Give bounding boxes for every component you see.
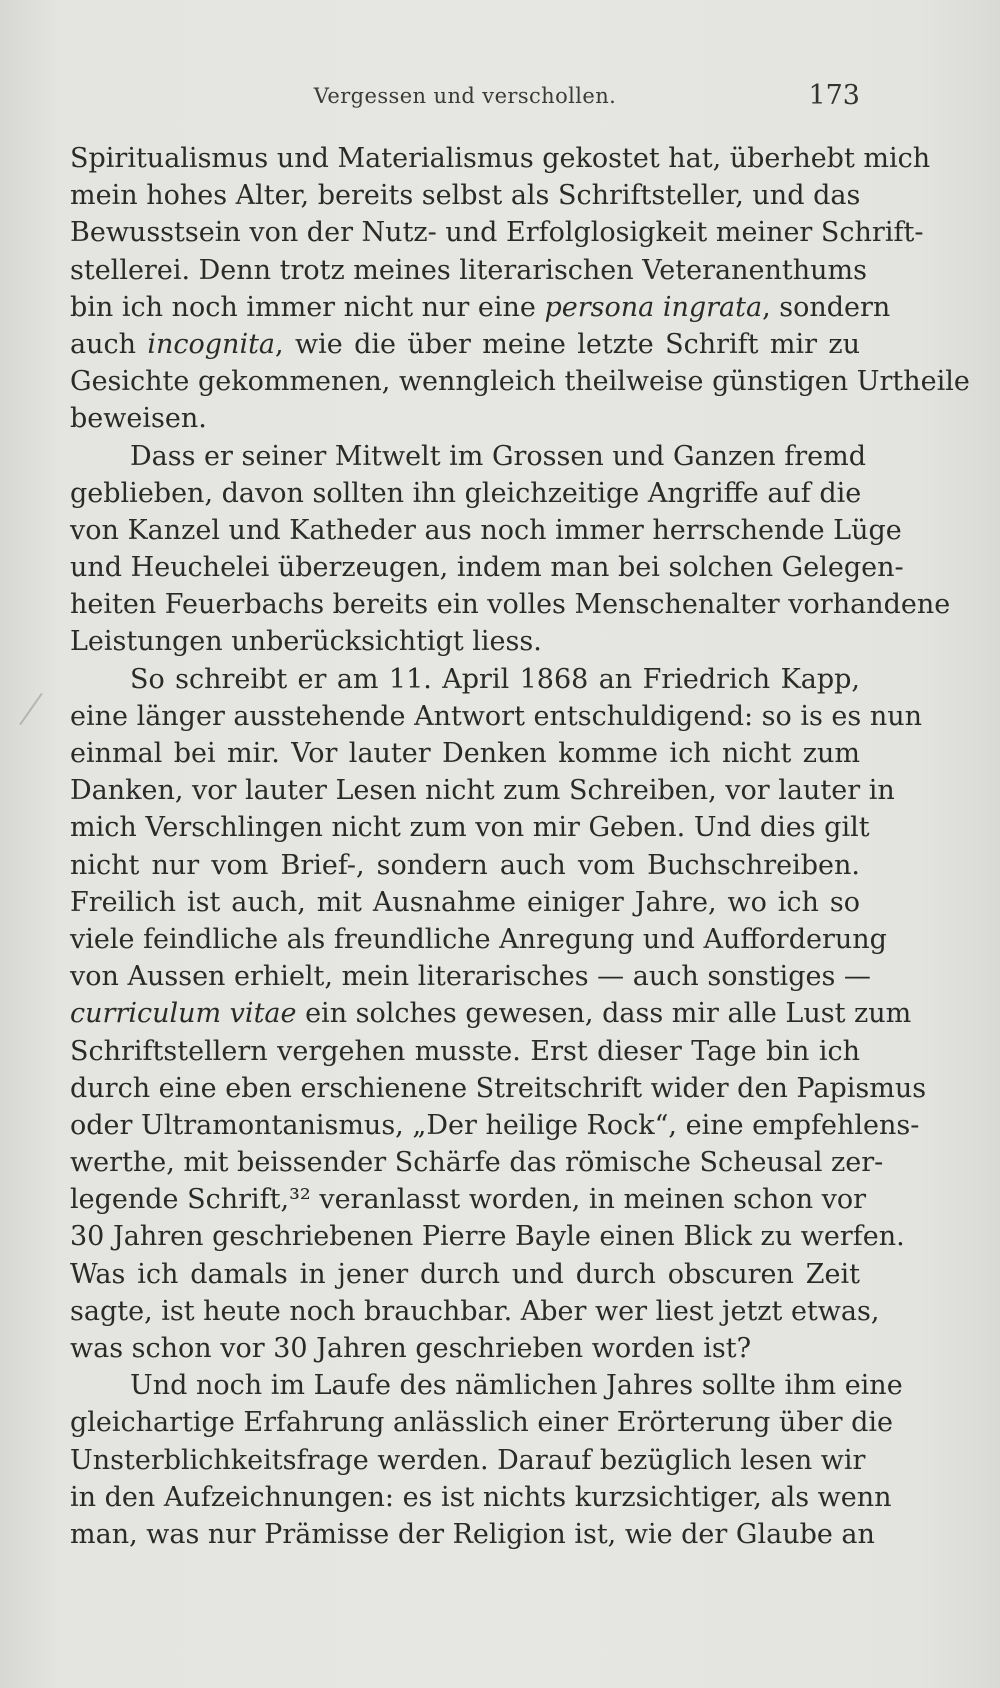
running-title: Vergessen und verschollen. (313, 84, 617, 108)
italic-phrase: incognita (147, 328, 276, 360)
page-number: 173 (808, 80, 860, 111)
text-line: nicht nur vom Brief-, sondern auch vom Buchschreiben. (70, 849, 860, 881)
text-line: stellerei. Denn trotz meines literarischen Veteranenthums (70, 254, 867, 286)
text-line: mein hohes Alter, bereits selbst als Schriftsteller, und das (70, 180, 861, 212)
text-line: geblieben, davon sollten ihn gleichzeitige Angriffe auf die (70, 477, 862, 509)
margin-pencil-mark (19, 693, 42, 725)
paragraph (70, 438, 951, 661)
text-line: Und noch im Laufe des nämlichen Jahres sollte ihm eine (130, 1370, 903, 1402)
text-line: Unsterblichkeitsfrage werden. Darauf bezüglich lesen wir (70, 1444, 866, 1476)
text-line: und Heuchelei überzeugen, indem man bei solchen Gelegen- (70, 552, 904, 584)
text-line: viele feindliche als freundliche Anregung und Aufforderung (70, 923, 887, 955)
text-line: Bewusstsein von der Nutz- und Erfolglosigkeit meiner Schrift- (70, 217, 924, 249)
text-line: 30 Jahren geschriebenen Pierre Bayle einen Blick zu werfen. (70, 1221, 905, 1253)
text-line: sagte, ist heute noch brauchbar. Aber wer liest jetzt etwas, (70, 1295, 880, 1327)
text-line: beweisen. (70, 403, 207, 435)
text-line: Danken, vor lauter Lesen nicht zum Schreiben, vor lauter in (70, 775, 895, 807)
text-line: auch incognita, wie die über meine letzte Schrift mir zu (70, 328, 860, 360)
text-line: Dass er seiner Mitwelt im Grossen und Ganzen fremd (130, 440, 866, 472)
text-line: man, was nur Prämisse der Religion ist, wie der Glaube an (70, 1518, 875, 1550)
italic-phrase: persona ingrata (544, 291, 763, 323)
text-line: curriculum vitae ein solches gewesen, dass mir alle Lust zum (70, 998, 912, 1030)
text-line: eine länger ausstehende Antwort entschuldigend: so is es nun (70, 700, 923, 732)
text-line: Schriftstellern vergehen musste. Erst dieser Tage bin ich (70, 1035, 860, 1067)
text-line: oder Ultramontanismus, „Der heilige Rock“, eine empfehlens- (70, 1109, 920, 1141)
text-line: So schreibt er am 11. April 1868 an Friedrich Kapp, (130, 663, 860, 695)
paragraph (70, 1367, 903, 1553)
text-line: mich Verschlingen nicht zum von mir Geben. Und dies gilt (70, 812, 870, 844)
text-line: einmal bei mir. Vor lauter Denken komme ich nicht zum (70, 738, 860, 769)
text-line: gleichartige Erfahrung anlässlich einer Erörterung über die (70, 1407, 893, 1439)
text-line: in den Aufzeichnungen: es ist nichts kurzsichtiger, als wenn (70, 1481, 892, 1513)
page-header (70, 78, 860, 118)
italic-phrase: curriculum vitae (70, 998, 297, 1030)
body-text (70, 140, 970, 1553)
text-line: Freilich ist auch, mit Ausnahme einiger Jahre, wo ich so (70, 886, 860, 918)
text-line: Spiritualismus und Materialismus gekostet hat, überhebt mich (70, 143, 931, 174)
text-line: von Kanzel und Katheder aus noch immer herrschende Lüge (70, 514, 902, 546)
text-line: Was ich damals in jener durch und durch obscuren Zeit (70, 1258, 860, 1290)
text-line: bin ich noch immer nicht nur eine persona ingrata, sondern (70, 291, 891, 323)
text-line: werthe, mit beissender Schärfe das römische Scheusal zer- (70, 1147, 884, 1179)
paragraph (70, 140, 970, 438)
paragraph (70, 661, 927, 1368)
text-line: heiten Feuerbachs bereits ein volles Menschenalter vorhandene (70, 589, 951, 621)
text-line: durch eine eben erschienene Streitschrift wider den Papismus (70, 1072, 927, 1104)
text-line: von Aussen erhielt, mein literarisches — auch sonstiges — (70, 961, 871, 993)
text-line: Gesichte gekommenen, wenngleich theilweise günstigen Urtheile (70, 366, 970, 398)
text-line: Leistungen unberücksichtigt liess. (70, 626, 542, 658)
text-line: was schon vor 30 Jahren geschrieben worden ist? (70, 1333, 752, 1364)
text-line: legende Schrift,³² veranlasst worden, in meinen schon vor (70, 1184, 867, 1216)
